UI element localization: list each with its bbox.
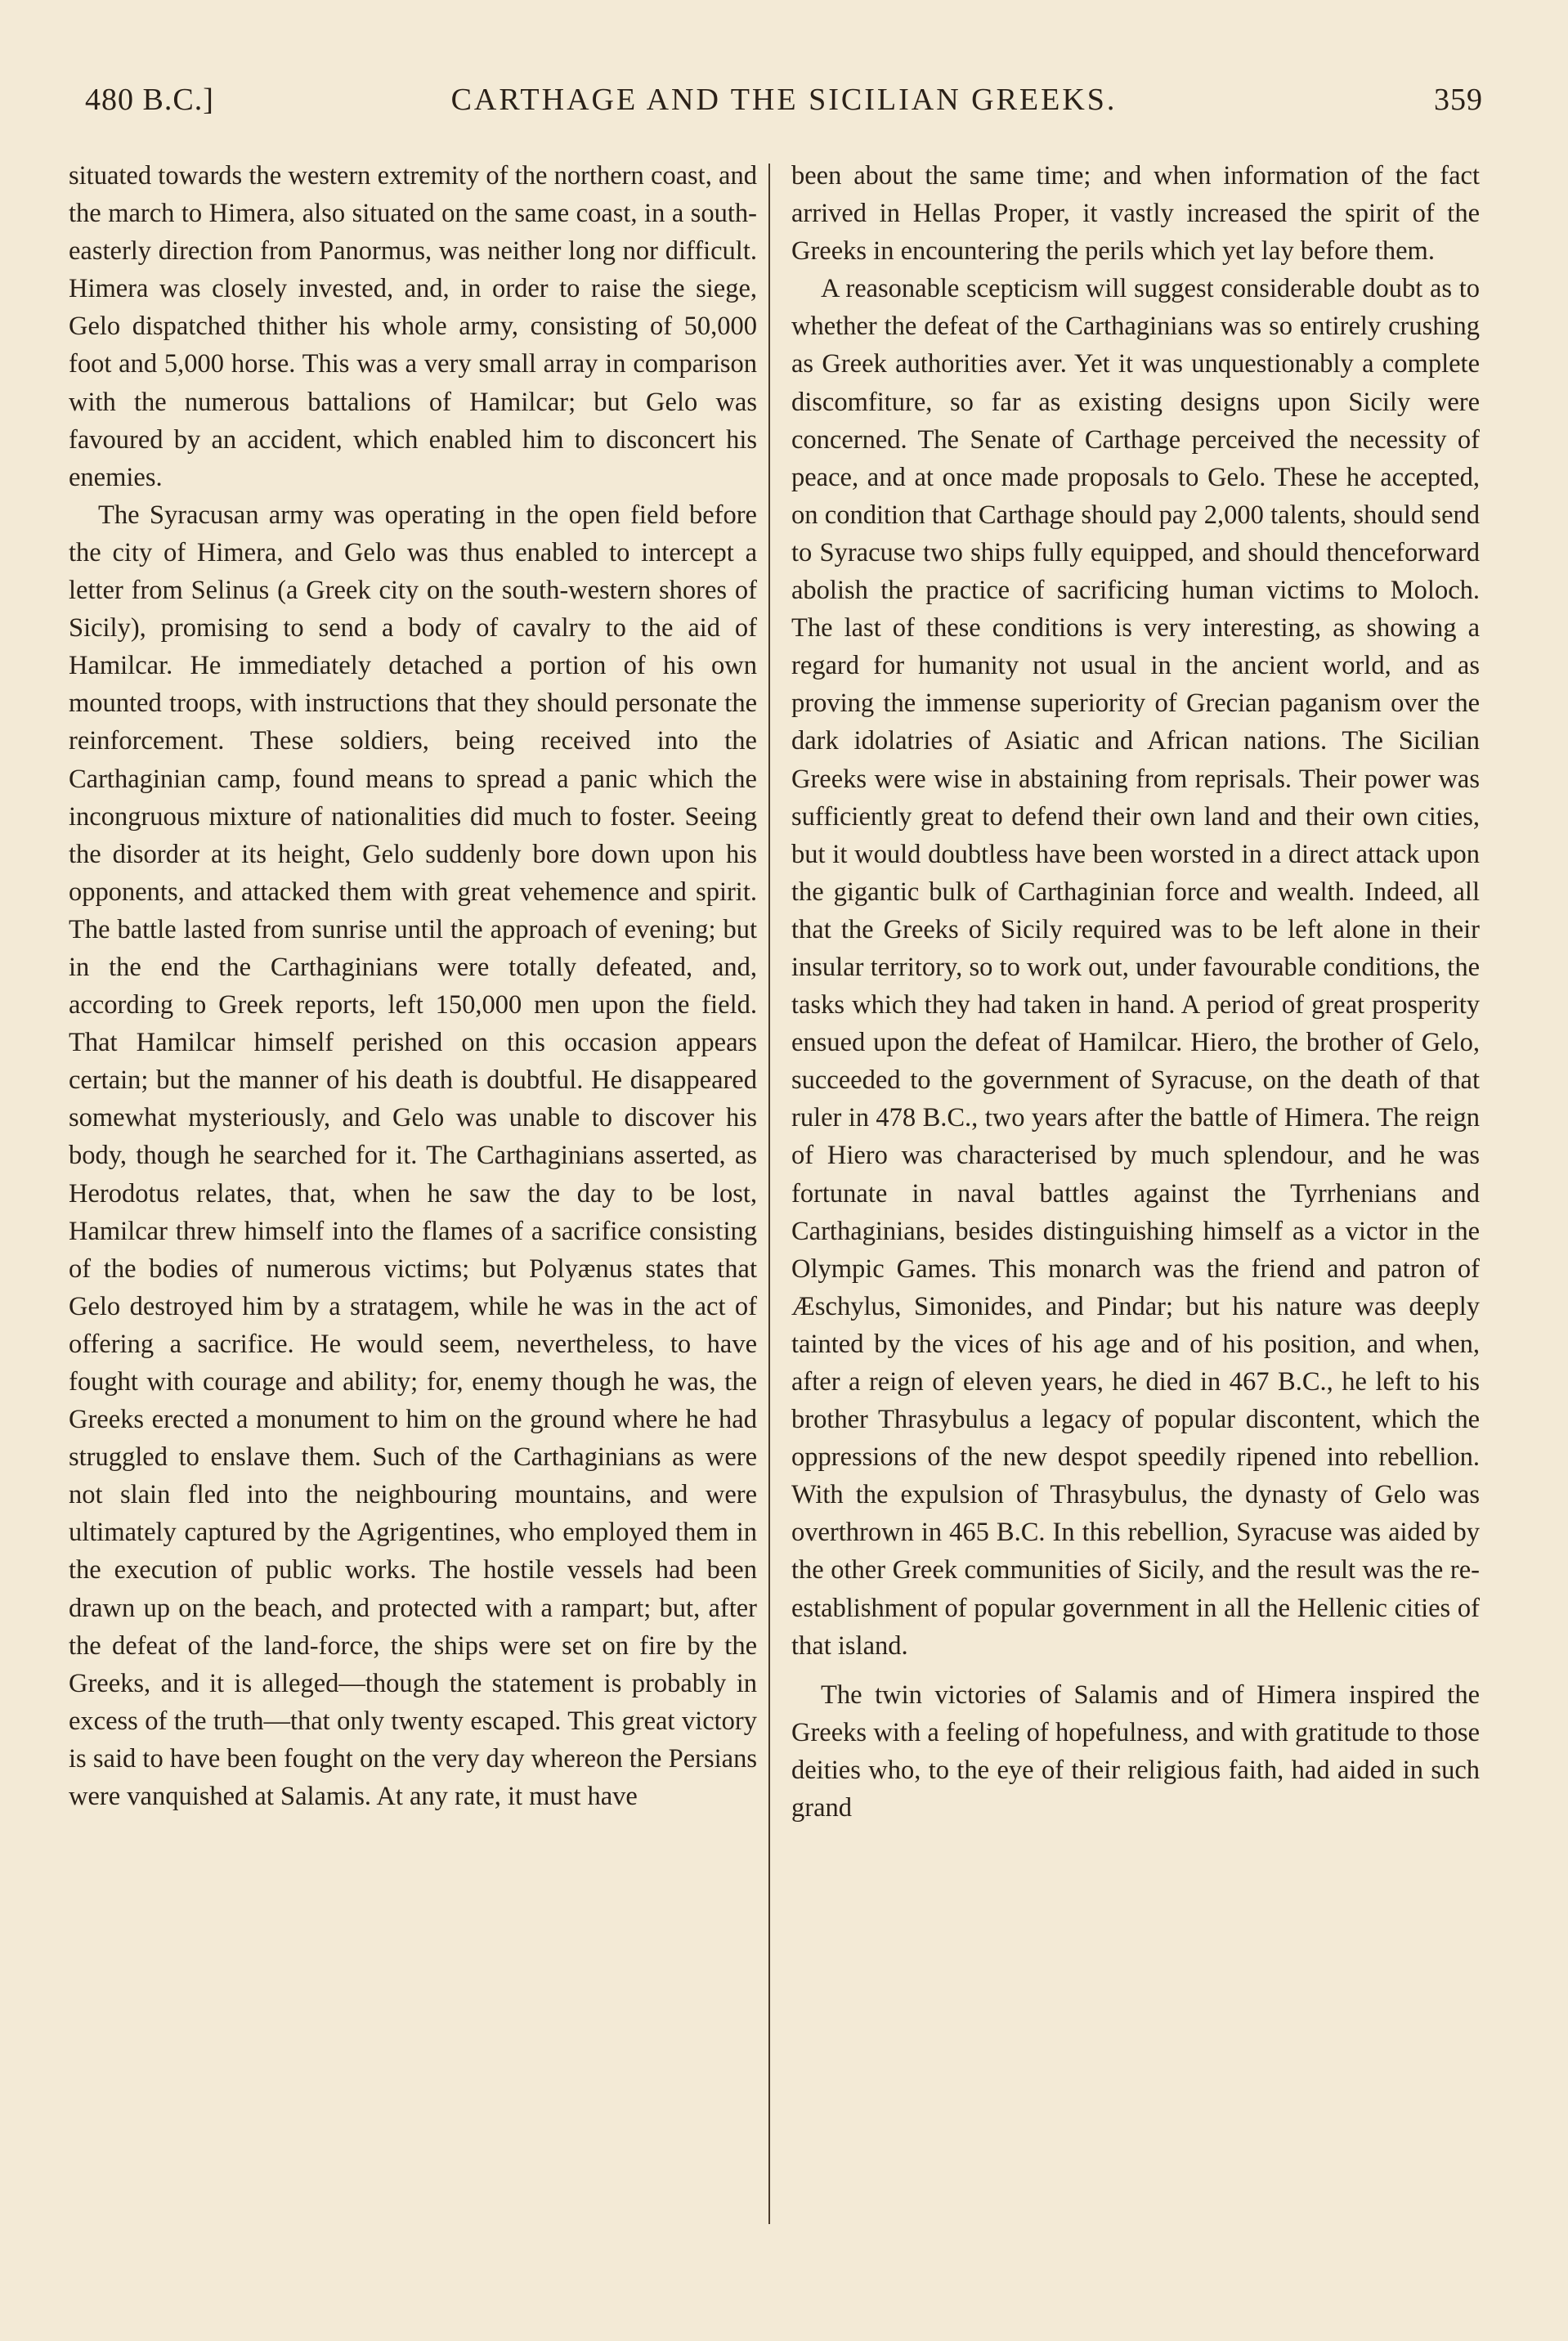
paragraph: situated towards the western extremity of the northern coast, and the march to Himera, also situated on the same coast, in a south-easterly direction from Panormus, was neither long nor difficult. Himera was closely invested, and, in order to raise the siege, Gelo dispatched thither his whole army, consisting of 50,000 foot and 5,000 horse. This was a very small array in comparison with the numerous battalions of Hamilcar; but Gelo was favoured by an accident, which enabled him to disconcert his enemies. <box>69 161 757 492</box>
left-column <box>69 157 757 1815</box>
running-header <box>78 82 1490 131</box>
paragraph: been about the same time; and when information of the fact arrived in Hellas Proper, it vastly increased the spirit of the Greeks in encountering the perils which yet lay before them. <box>791 161 1480 267</box>
paragraph: The twin victories of Salamis and of Himera inspired the Greeks with a feeling of hopefulness, and with gratitude to those deities who, to the eye of their religious faith, had aided in such grand <box>791 1680 1480 1823</box>
right-column <box>791 157 1480 1827</box>
paragraph: The Syracusan army was operating in the open field before the city of Himera, and Gelo was thus enabled to intercept a letter from Selinus (a Greek city on the south-western shores of Sicily), promising to send a body of cavalry to the aid of Hamilcar. He immediately detached a portion of his own mounted troops, with instructions that they should personate the reinforcement. These soldiers, being received into the Carthaginian camp, found means to spread a panic which the incongruous mixture of nationalities did much to foster. Seeing the disorder at its height, Gelo suddenly bore down upon his opponents, and attacked them with great vehemence and spirit. The battle lasted from sunrise until the approach of evening; but in the end the Carthaginians were totally defeated, and, according to Greek reports, left 150,000 men upon the field. That Hamilcar himself perished on this occasion appears certain; but the manner of his death is doubtful. He disappeared somewhat mysteriously, and Gelo was unable to discover his body, though he searched for it. The Carthaginians asserted, as Herodotus relates, that, when he saw the day to be lost, Hamilcar threw himself into the flames of a sacrifice consisting of the bodies of numerous victims; but Polyænus states that Gelo destroyed him by a stratagem, while he was in the act of offering a sacrifice. He would seem, nevertheless, to have fought with courage and ability; for, enemy though he was, the Greeks erected a monument to him on the ground where he had struggled to enslave them. Such of the Carthaginians as were not slain fled into the neighbouring mountains, and were ultimately captured by the Agrigentines, who employed them in the execution of public works. The hostile vessels had been drawn up on the beach, and protected with a rampart; but, after the defeat of the land-force, the ships were set on fire by the Greeks, and it is alleged—though the statement is probably in excess of the truth—that only twenty escaped. This great victory is said to have been fought on the very day whereon the Persians were vanquished at Salamis. At any rate, it must have <box>69 500 757 1812</box>
header-title: CARTHAGE AND THE SICILIAN GREEKS. <box>450 83 1118 117</box>
header-date: 480 B.C.] <box>85 83 214 117</box>
page-number: 359 <box>1434 83 1483 117</box>
paragraph: A reasonable scepticism will suggest considerable doubt as to whether the defeat of the Carthaginians was so entirely crushing as Greek authorities aver. Yet it was unquestionably a complete discomfiture, so far as existing designs upon Sicily were concerned. The Senate of Carthage perceived the necessity of peace, and at once made proposals to Gelo. These he accepted, on condition that Carthage should pay 2,000 talents, should send to Syracuse two ships fully equipped, and should thenceforward abolish the practice of sacrificing human victims to Moloch. The last of these conditions is very interesting, as showing a regard for humanity not usual in the ancient world, and as proving the immense superiority of Grecian paganism over the dark idolatries of Asiatic and African nations. The Sicilian Greeks were wise in abstaining from reprisals. Their power was sufficiently great to defend their own land and their own cities, but it would doubtless have been worsted in a direct attack upon the gigantic bulk of Carthaginian force and wealth. Indeed, all that the Greeks of Sicily required was to be left alone in their insular territory, so to work out, under favourable conditions, the tasks which they had taken in hand. A period of great prosperity ensued upon the defeat of Hamilcar. Hiero, the brother of Gelo, succeeded to the government of Syracuse, on the death of that ruler in 478 B.C., two years after the battle of Himera. The reign of Hiero was characterised by much splendour, and he was fortunate in naval battles against the Tyrrhenians and Carthaginians, besides distinguishing himself as a victor in the Olympic Games. This monarch was the friend and patron of Æschylus, Simonides, and Pindar; but his nature was deeply tainted by the vices of his age and of his position, and when, after a reign of eleven years, he died in 467 B.C., he left to his brother Thrasybulus a legacy of popular discontent, which the oppressions of the new despot speedily ripened into rebellion. With the expulsion of Thrasybulus, the dynasty of Gelo was overthrown in 465 B.C. In this rebellion, Syracuse was aided by the other Greek communities of Sicily, and the result was the re-establishment of popular government in all the Hellenic cities of that island. <box>791 274 1480 1661</box>
column-divider <box>768 164 770 2224</box>
